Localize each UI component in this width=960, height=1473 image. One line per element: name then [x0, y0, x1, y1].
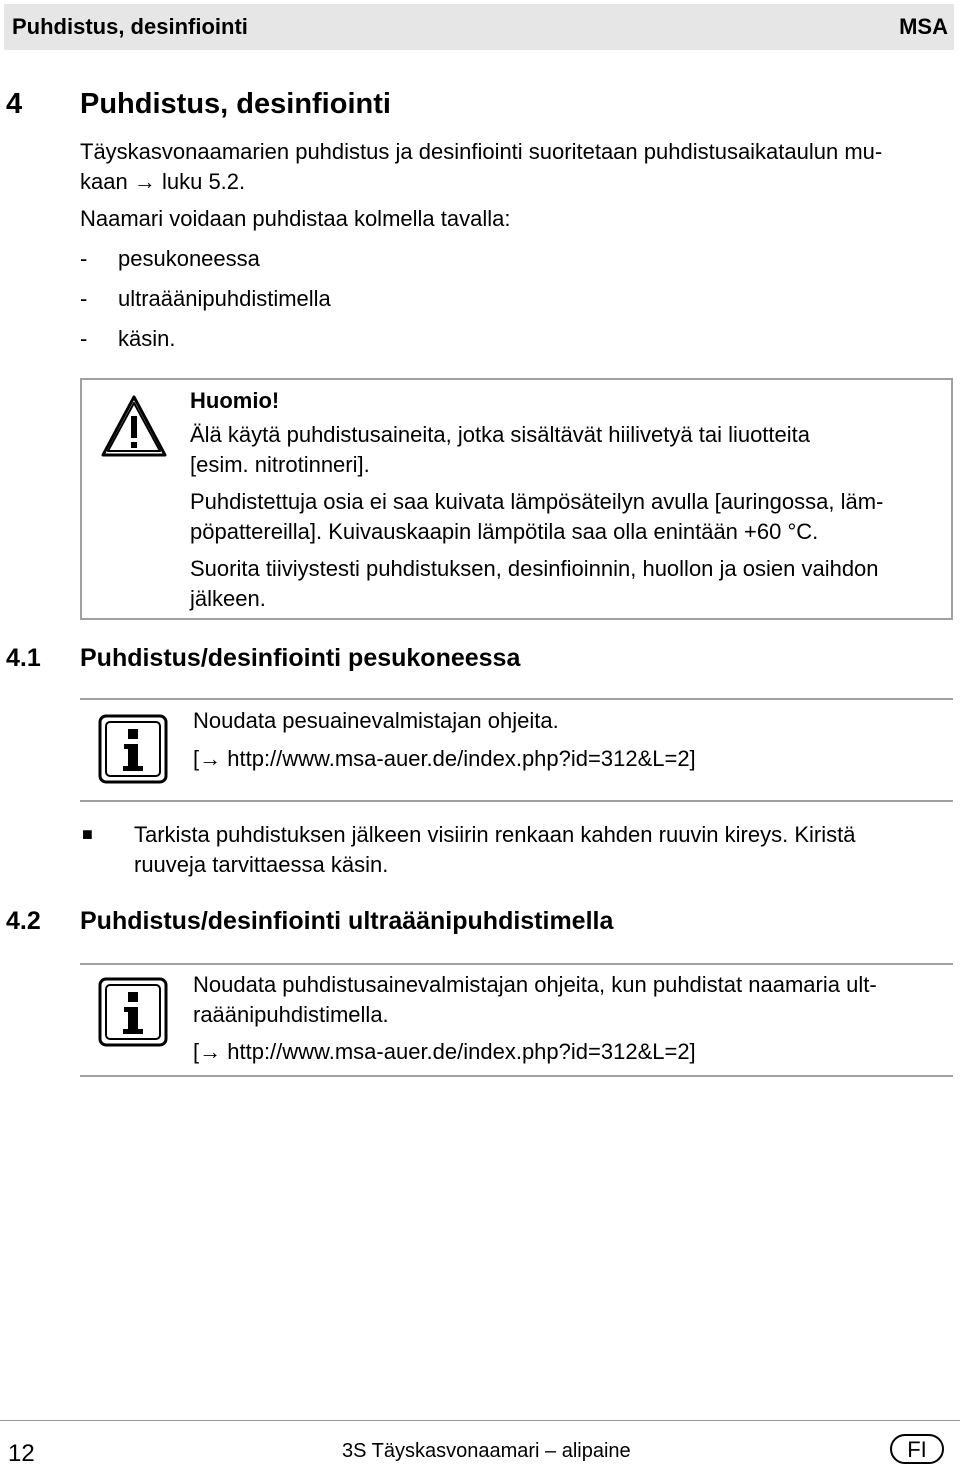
- list-item: ultraäänipuhdistimella: [118, 286, 331, 311]
- manufacturer-link[interactable]: http://www.msa-auer.de/index.php?id=312&L=2]: [227, 1039, 696, 1064]
- warning-text: Älä käytä puhdistusaineita, jotka sisältävät hiilivetyä tai liuotteita: [190, 422, 811, 447]
- arrow-icon: →: [133, 169, 156, 194]
- subsection-number: 4.1: [6, 644, 41, 672]
- arrow-icon: →: [199, 1039, 222, 1064]
- info-text: raäänipuhdistimella.: [193, 1002, 389, 1027]
- intro-text-a: kaan: [80, 169, 128, 194]
- info-icon: [98, 714, 168, 784]
- methods-intro: Naamari voidaan puhdistaa kolmella tavalla:: [80, 206, 511, 231]
- info-icon: [98, 977, 168, 1047]
- warning-text: jälkeen.: [190, 586, 266, 611]
- header-section-title: Puhdistus, desinfiointi: [12, 14, 248, 39]
- divider: [80, 698, 953, 700]
- divider: [80, 1075, 953, 1077]
- section-reference-link[interactable]: luku 5.2.: [161, 169, 246, 194]
- step-text: Tarkista puhdistuksen jälkeen visiirin renkaan kahden ruuvin kireys. Kiristä: [134, 822, 856, 847]
- warning-title: Huomio!: [190, 388, 280, 413]
- subsection-title: Puhdistus/desinfiointi ultraäänipuhdistimella: [80, 907, 614, 935]
- info-link-line: [193, 1037, 696, 1067]
- header-brand: MSA: [899, 14, 948, 39]
- list-item-dash: -: [80, 286, 88, 311]
- intro-text-line1: Täyskasvonaamarien puhdistus ja desinfiointi suoritetaan puhdistusaikataulun mu-: [80, 139, 883, 164]
- page-number: 12: [8, 1440, 35, 1467]
- subsection-title: Puhdistus/desinfiointi pesukoneessa: [80, 644, 521, 672]
- footer-divider: [0, 1420, 960, 1421]
- divider: [80, 800, 953, 802]
- section-number: 4: [6, 88, 23, 120]
- bracket: [: [193, 1039, 200, 1064]
- warning-text: Suorita tiiviystesti puhdistuksen, desinfioinnin, huollon ja osien vaihdon: [190, 556, 879, 581]
- warning-text: pöpattereilla]. Kuivauskaapin lämpötila saa olla enintään +60 °C.: [190, 519, 819, 544]
- intro-text-line2: [80, 167, 245, 197]
- bracket: [: [193, 746, 200, 771]
- arrow-icon: →: [199, 746, 222, 771]
- step-text: ruuveja tarvittaessa käsin.: [134, 852, 389, 877]
- document-title: 3S Täyskasvonaamari – alipaine: [342, 1440, 631, 1462]
- section-title: Puhdistus, desinfiointi: [80, 88, 391, 120]
- warning-text: Puhdistettuja osia ei saa kuivata lämpösäteilyn avulla [auringossa, läm-: [190, 489, 884, 514]
- warning-text: [esim. nitrotinneri].: [190, 452, 370, 477]
- language-badge: FI: [890, 1434, 944, 1464]
- list-item: pesukoneessa: [118, 246, 260, 271]
- list-item-dash: -: [80, 246, 88, 271]
- warning-triangle-icon: [100, 394, 168, 458]
- bullet-icon: ■: [82, 824, 93, 844]
- list-item-dash: -: [80, 326, 88, 351]
- info-text: Noudata puhdistusainevalmistajan ohjeita, kun puhdistat naamaria ult-: [193, 972, 877, 997]
- info-link-line: [193, 744, 696, 774]
- info-text: Noudata pesuainevalmistajan ohjeita.: [193, 708, 559, 733]
- subsection-number: 4.2: [6, 907, 41, 935]
- list-item: käsin.: [118, 326, 176, 351]
- divider: [80, 963, 953, 965]
- manufacturer-link[interactable]: http://www.msa-auer.de/index.php?id=312&L=2]: [227, 746, 696, 771]
